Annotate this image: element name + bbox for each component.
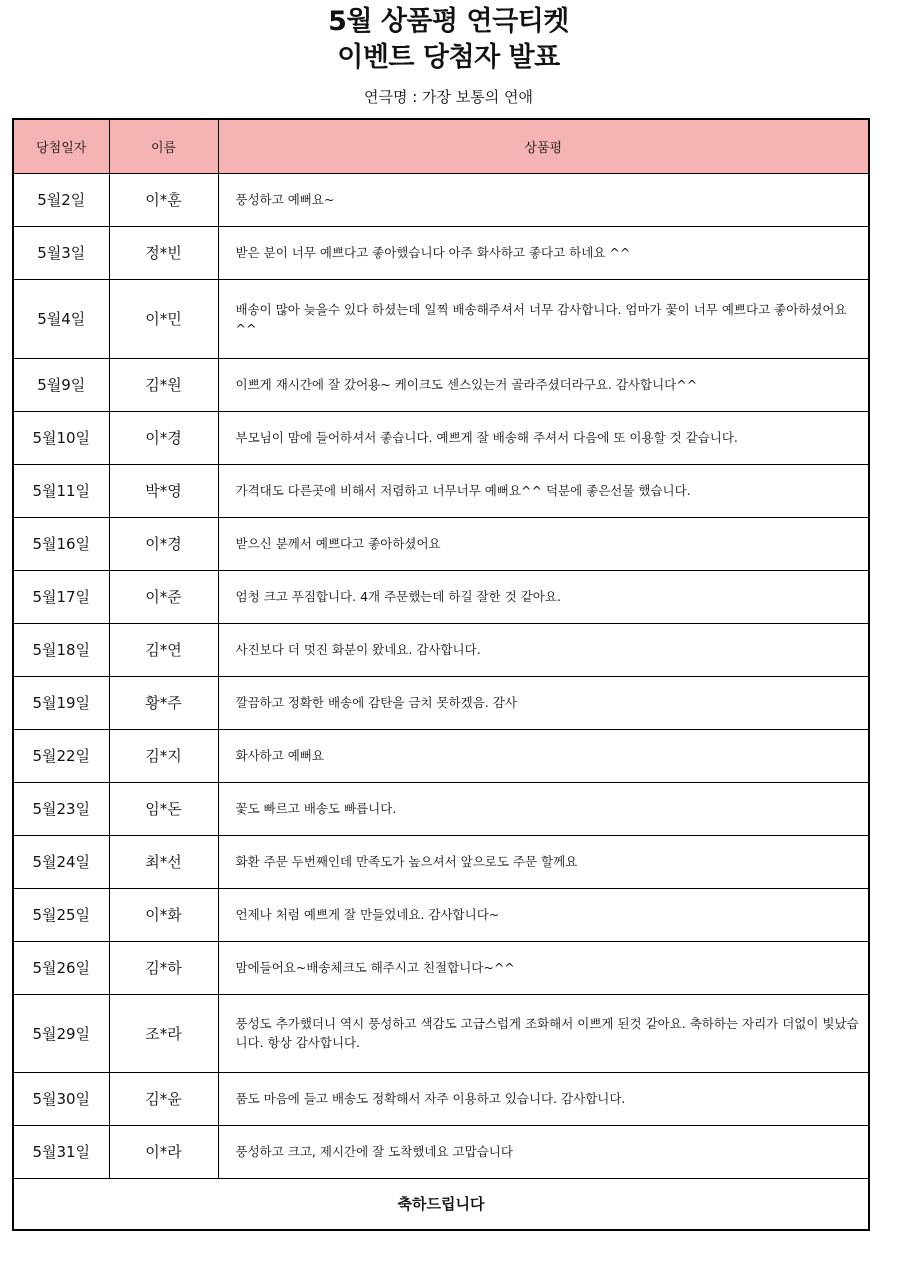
row-review: 풍성하고 예뻐요~ xyxy=(218,173,869,226)
table-row xyxy=(13,279,869,358)
row-name: 이*화 xyxy=(109,888,218,941)
row-date: 5월16일 xyxy=(13,517,109,570)
table-row xyxy=(13,226,869,279)
row-date: 5월22일 xyxy=(13,729,109,782)
table-row xyxy=(13,1125,869,1178)
row-review: 화환 주문 두번째인데 만족도가 높으셔서 앞으로도 주문 할께요 xyxy=(218,835,869,888)
table-row xyxy=(13,411,869,464)
table-row xyxy=(13,835,869,888)
row-review: 풍성도 추가했더니 역시 풍성하고 색감도 고급스럽게 조화해서 이쁘게 된것 같아요. 축하하는 자리가 더없이 빛났습니다. 항상 감사합니다. xyxy=(218,994,869,1072)
row-name: 임*돈 xyxy=(109,782,218,835)
row-name: 정*빈 xyxy=(109,226,218,279)
row-name: 최*선 xyxy=(109,835,218,888)
page-title-line2: 이벤트 당첨자 발표 xyxy=(337,42,560,73)
table-row xyxy=(13,888,869,941)
row-name: 이*준 xyxy=(109,570,218,623)
row-review: 품도 마음에 들고 배송도 정확해서 자주 이용하고 있습니다. 감사합니다. xyxy=(218,1072,869,1125)
table-row xyxy=(13,782,869,835)
table-row xyxy=(13,570,869,623)
row-name: 이*훈 xyxy=(109,173,218,226)
row-date: 5월9일 xyxy=(13,358,109,411)
row-name: 김*연 xyxy=(109,623,218,676)
table-row xyxy=(13,676,869,729)
row-date: 5월17일 xyxy=(13,570,109,623)
row-review: 풍성하고 크고, 제시간에 잘 도착했네요 고맙습니다 xyxy=(218,1125,869,1178)
row-date: 5월26일 xyxy=(13,941,109,994)
row-date: 5월29일 xyxy=(13,994,109,1072)
row-review: 받으신 분께서 예쁘다고 좋아하셨어요 xyxy=(218,517,869,570)
row-date: 5월18일 xyxy=(13,623,109,676)
row-name: 이*경 xyxy=(109,517,218,570)
row-review: 받은 분이 너무 예쁘다고 좋아했습니다 아주 화사하고 좋다고 하네요 ^^ xyxy=(218,226,869,279)
header-name: 이름 xyxy=(109,119,218,173)
row-date: 5월30일 xyxy=(13,1072,109,1125)
row-date: 5월25일 xyxy=(13,888,109,941)
row-date: 5월24일 xyxy=(13,835,109,888)
congratulations-footer: 축하드립니다 xyxy=(13,1178,869,1230)
header-review: 상품평 xyxy=(218,119,869,173)
row-name: 이*경 xyxy=(109,411,218,464)
row-date: 5월11일 xyxy=(13,464,109,517)
play-name-subtitle: 연극명 : 가장 보통의 연애 xyxy=(363,88,534,106)
row-name: 김*윤 xyxy=(109,1072,218,1125)
row-date: 5월10일 xyxy=(13,411,109,464)
row-review: 언제나 처럼 예쁘게 잘 만들었네요. 감사합니다~ xyxy=(218,888,869,941)
row-name: 김*지 xyxy=(109,729,218,782)
winners-table xyxy=(12,118,870,1231)
row-review: 화사하고 예뻐요 xyxy=(218,729,869,782)
table-row xyxy=(13,1072,869,1125)
table-row xyxy=(13,941,869,994)
row-date: 5월31일 xyxy=(13,1125,109,1178)
row-review: 깔끔하고 정확한 배송에 감탄을 금치 못하겠음. 감사 xyxy=(218,676,869,729)
table-header-row xyxy=(13,119,869,173)
row-review: 배송이 많아 늦을수 있다 하셨는데 일찍 배송해주셔서 너무 감사합니다. 엄마가 꽃이 너무 예쁘다고 좋아하셨어요^^ xyxy=(218,279,869,358)
row-review: 엄청 크고 푸짐합니다. 4개 주문했는데 하길 잘한 것 같아요. xyxy=(218,570,869,623)
header-date: 당첨일자 xyxy=(13,119,109,173)
table-row xyxy=(13,517,869,570)
row-name: 박*영 xyxy=(109,464,218,517)
table-row xyxy=(13,173,869,226)
row-review: 부모님이 맘에 들어하셔서 좋습니다. 예쁘게 잘 배송해 주셔서 다음에 또 이용할 것 같습니다. xyxy=(218,411,869,464)
row-name: 조*라 xyxy=(109,994,218,1072)
row-date: 5월4일 xyxy=(13,279,109,358)
row-name: 김*원 xyxy=(109,358,218,411)
row-review: 가격대도 다른곳에 비해서 저렴하고 너무너무 예뻐요^^ 덕분에 좋은선물 했습니다. xyxy=(218,464,869,517)
row-review: 사진보다 더 멋진 화분이 왔네요. 감사합니다. xyxy=(218,623,869,676)
row-name: 황*주 xyxy=(109,676,218,729)
row-name: 이*라 xyxy=(109,1125,218,1178)
row-date: 5월23일 xyxy=(13,782,109,835)
row-review: 이쁘게 재시간에 잘 갔어용~ 케이크도 센스있는거 골라주셨더라구요. 감사합니다^^ xyxy=(218,358,869,411)
table-row xyxy=(13,464,869,517)
table-row xyxy=(13,994,869,1072)
table-row xyxy=(13,729,869,782)
row-review: 꽃도 빠르고 배송도 빠릅니다. xyxy=(218,782,869,835)
table-row xyxy=(13,358,869,411)
page-title-line1: 5월 상품평 연극티켓 xyxy=(328,6,569,37)
row-review: 맘에들어요~배송체크도 해주시고 친절합니다~^^ xyxy=(218,941,869,994)
table-row xyxy=(13,623,869,676)
row-name: 이*민 xyxy=(109,279,218,358)
row-date: 5월3일 xyxy=(13,226,109,279)
row-name: 김*하 xyxy=(109,941,218,994)
row-date: 5월19일 xyxy=(13,676,109,729)
row-date: 5월2일 xyxy=(13,173,109,226)
